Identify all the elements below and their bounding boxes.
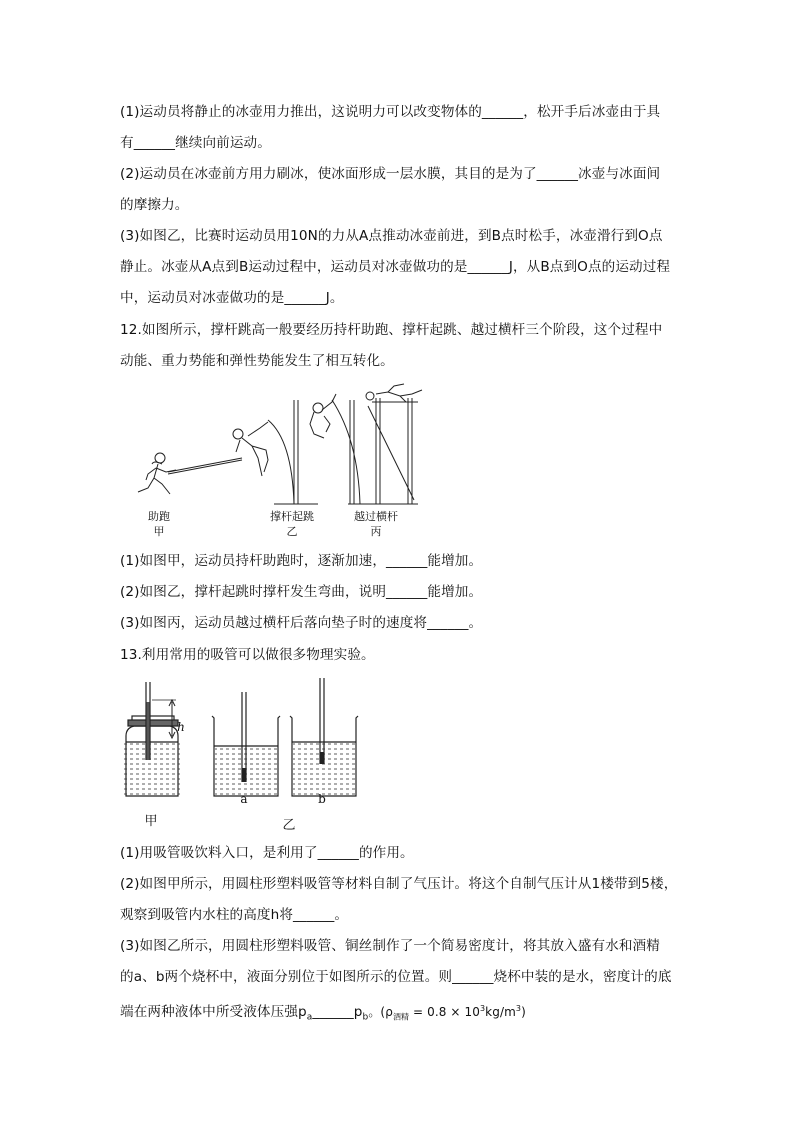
text-line-1: (1)运动员将静止的冰壶用力推出，这说明力可以改变物体的______，松开手后冰壶由于具	[120, 104, 661, 120]
question-13-title: 13.利用常用的吸管可以做很多物理实验。	[120, 647, 375, 663]
label-yi-straw: 乙	[282, 818, 296, 833]
label-yi-pole: 乙	[286, 525, 298, 538]
label-over: 越过横杆	[354, 510, 398, 523]
label-bing-pole: 丙	[370, 525, 382, 538]
label-run: 助跑	[148, 510, 170, 523]
question-13-part-3-line-1: (3)如图乙所示，用圆柱形塑料吸管、铜丝制作了一个简易密度计，将其放入盛有水和酒精	[120, 938, 660, 954]
question-13-part-3-line-2: 的a、b两个烧杯中，液面分别位于如图所示的位置。则______烧杯中装的是水，密度计的底	[120, 969, 672, 985]
note-rest: = 0.8 × 10	[409, 1005, 480, 1019]
label-a: a	[240, 792, 248, 806]
text-line-6: 静止。冰壶从A点到B运动过程中，运动员对冰壶做功的是______J，从B点到O点的运动过程	[120, 259, 671, 275]
text-line-4: 的摩擦力。	[120, 197, 189, 213]
pb-subscript: b	[362, 1012, 369, 1023]
note-sub: 酒精	[392, 1012, 410, 1022]
note-sup2: 3	[515, 1004, 522, 1013]
note-sup: 3	[479, 1004, 486, 1013]
question-12-part-1: (1)如图甲，运动员持杆助跑时，逐渐加速，______能增加。	[120, 553, 483, 569]
label-b: b	[318, 792, 326, 806]
pb-text: ______p	[312, 1004, 363, 1020]
pole-vault-figure	[118, 380, 438, 540]
text-line-5: (3)如图乙，比赛时运动员用10N的力从A点推动冰壶前进，到B点时松手，冰壶滑行到O点	[120, 228, 663, 244]
question-13-part-2-line-1: (2)如图甲所示，用圆柱形塑料吸管等材料自制了气压计。将这个自制气压计从1楼带到5楼，	[120, 876, 678, 892]
straw-figure	[118, 672, 378, 832]
label-h: h	[177, 720, 185, 734]
question-12-part-2: (2)如图乙，撑杆起跳时撑杆发生弯曲，说明______能增加。	[120, 584, 483, 600]
text-line-2: 有______继续向前运动。	[120, 135, 271, 151]
note-unit: kg/m	[485, 1005, 516, 1019]
note-close: )	[521, 1005, 526, 1019]
label-jia-pole: 甲	[153, 525, 165, 538]
label-jia-straw: 甲	[144, 814, 158, 829]
pressure-text: 端在两种液体中所受液体压强p	[120, 1004, 307, 1020]
question-12-line-1: 12.如图所示，撑杆跳高一般要经历持杆助跑、撑杆起跳、越过横杆三个阶段，这个过程中	[120, 322, 663, 338]
question-13-part-1: (1)用吸管吸饮料入口，是利用了______的作用。	[120, 845, 414, 861]
density-note	[368, 1004, 526, 1022]
straw-drawing	[118, 672, 378, 832]
question-12-part-3: (3)如图丙，运动员越过横杆后落向垫子时的速度将______。	[120, 615, 483, 631]
question-13-part-2-line-2: 观察到吸管内水柱的高度h将______。	[120, 907, 349, 923]
question-12-line-2: 动能、重力势能和弹性势能发生了相互转化。	[120, 353, 394, 369]
pa-subscript: a	[306, 1012, 313, 1023]
question-13-part-3-line-3	[120, 999, 526, 1028]
label-jump: 撑杆起跳	[270, 510, 314, 523]
text-line-7: 中，运动员对冰壶做功的是______J。	[120, 290, 344, 306]
text-line-3: (2)运动员在冰壶前方用力刷冰，使冰面形成一层水膜，其目的是为了______冰壶与冰面间	[120, 166, 661, 182]
note-prefix: 。(ρ	[368, 1005, 393, 1019]
